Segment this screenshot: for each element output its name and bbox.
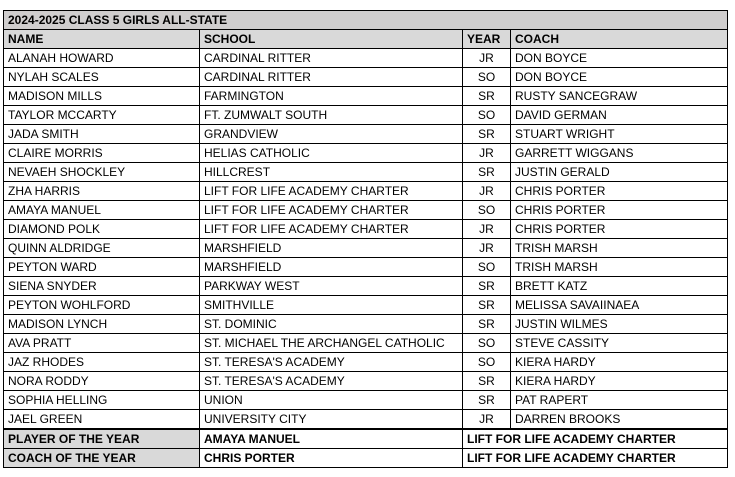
player-year: SO [463,334,511,353]
table-title: 2024-2025 CLASS 5 GIRLS ALL-STATE [4,11,728,30]
player-coach: DARREN BROOKS [511,410,728,430]
table-row [4,49,728,68]
header-year: YEAR [463,30,511,49]
player-school: FT. ZUMWALT SOUTH [200,106,463,125]
table-row [4,106,728,125]
table-row [4,258,728,277]
player-coach: MELISSA SAVAIINAEA [511,296,728,315]
player-year: SO [463,258,511,277]
award-school: LIFT FOR LIFE ACADEMY CHARTER [463,449,728,468]
table-row [4,68,728,87]
player-school: CARDINAL RITTER [200,49,463,68]
player-name: AVA PRATT [4,334,200,353]
award-school: LIFT FOR LIFE ACADEMY CHARTER [463,429,728,449]
table-row [4,220,728,239]
player-year: JR [463,144,511,163]
player-school: ST. MICHAEL THE ARCHANGEL CATHOLIC [200,334,463,353]
award-label: PLAYER OF THE YEAR [4,429,200,449]
player-name: NORA RODDY [4,372,200,391]
player-year: SR [463,277,511,296]
award-winner: AMAYA MANUEL [200,429,463,449]
player-name: JAEL GREEN [4,410,200,430]
player-year: SR [463,391,511,410]
player-name: JADA SMITH [4,125,200,144]
player-coach: DON BOYCE [511,49,728,68]
player-coach: CHRIS PORTER [511,182,728,201]
player-name: CLAIRE MORRIS [4,144,200,163]
player-year: SR [463,296,511,315]
table-row [4,144,728,163]
table-row [4,87,728,106]
player-name: TAYLOR MCCARTY [4,106,200,125]
player-school: PARKWAY WEST [200,277,463,296]
player-name: SIENA SNYDER [4,277,200,296]
player-coach: BRETT KATZ [511,277,728,296]
table-row [4,296,728,315]
table-row [4,353,728,372]
player-year: JR [463,410,511,430]
player-year: SR [463,372,511,391]
player-school: GRANDVIEW [200,125,463,144]
player-school: LIFT FOR LIFE ACADEMY CHARTER [200,182,463,201]
player-coach: DAVID GERMAN [511,106,728,125]
player-name: PEYTON WARD [4,258,200,277]
player-year: SO [463,353,511,372]
player-year: JR [463,239,511,258]
player-year: JR [463,220,511,239]
table-row [4,201,728,220]
player-year: JR [463,49,511,68]
player-coach: PAT RAPERT [511,391,728,410]
player-name: NYLAH SCALES [4,68,200,87]
player-name: QUINN ALDRIDGE [4,239,200,258]
player-year: SO [463,201,511,220]
player-school: CARDINAL RITTER [200,68,463,87]
player-coach: CHRIS PORTER [511,201,728,220]
player-school: ST. DOMINIC [200,315,463,334]
title-row [4,11,728,30]
player-school: UNION [200,391,463,410]
player-coach: RUSTY SANCEGRAW [511,87,728,106]
table-row [4,372,728,391]
player-year: SR [463,315,511,334]
player-name: DIAMOND POLK [4,220,200,239]
player-school: HELIAS CATHOLIC [200,144,463,163]
player-year: SO [463,106,511,125]
player-name: PEYTON WOHLFORD [4,296,200,315]
player-name: MADISON MILLS [4,87,200,106]
table-row [4,410,728,430]
player-school: SMITHVILLE [200,296,463,315]
player-coach: STEVE CASSITY [511,334,728,353]
player-coach: TRISH MARSH [511,258,728,277]
table-row [4,163,728,182]
header-name: NAME [4,30,200,49]
player-name: ZHA HARRIS [4,182,200,201]
table-row [4,277,728,296]
player-school: ST. TERESA'S ACADEMY [200,353,463,372]
player-name: AMAYA MANUEL [4,201,200,220]
player-name: MADISON LYNCH [4,315,200,334]
table-row [4,182,728,201]
player-name: JAZ RHODES [4,353,200,372]
player-coach: KIERA HARDY [511,372,728,391]
award-label: COACH OF THE YEAR [4,449,200,468]
player-coach: JUSTIN GERALD [511,163,728,182]
player-coach: TRISH MARSH [511,239,728,258]
player-school: UNIVERSITY CITY [200,410,463,430]
player-school: ST. TERESA'S ACADEMY [200,372,463,391]
table-row [4,334,728,353]
all-state-table [3,10,728,468]
player-school: HILLCREST [200,163,463,182]
player-name: NEVAEH SHOCKLEY [4,163,200,182]
player-name: SOPHIA HELLING [4,391,200,410]
player-coach: JUSTIN WILMES [511,315,728,334]
award-row [4,449,728,468]
player-year: JR [463,182,511,201]
player-coach: GARRETT WIGGANS [511,144,728,163]
table-row [4,239,728,258]
player-year: SR [463,125,511,144]
player-coach: KIERA HARDY [511,353,728,372]
table-row [4,125,728,144]
award-winner: CHRIS PORTER [200,449,463,468]
table-row [4,391,728,410]
table-row [4,315,728,334]
player-coach: CHRIS PORTER [511,220,728,239]
header-coach: COACH [511,30,728,49]
player-school: LIFT FOR LIFE ACADEMY CHARTER [200,220,463,239]
player-year: SR [463,163,511,182]
player-school: FARMINGTON [200,87,463,106]
player-school: MARSHFIELD [200,239,463,258]
player-school: LIFT FOR LIFE ACADEMY CHARTER [200,201,463,220]
player-year: SO [463,68,511,87]
player-year: SR [463,87,511,106]
header-school: SCHOOL [200,30,463,49]
player-name: ALANAH HOWARD [4,49,200,68]
player-coach: STUART WRIGHT [511,125,728,144]
player-coach: DON BOYCE [511,68,728,87]
player-school: MARSHFIELD [200,258,463,277]
award-row [4,429,728,449]
header-row [4,30,728,49]
